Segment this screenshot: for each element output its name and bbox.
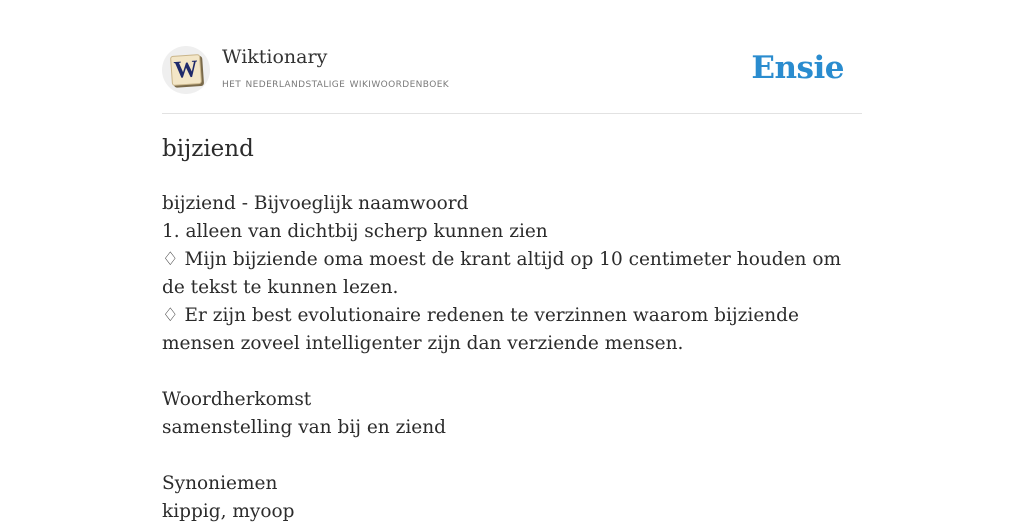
entry-line-synonyms: kippig, myoop bbox=[162, 501, 295, 522]
ensie-brand-link[interactable]: Ensie bbox=[751, 50, 844, 86]
entry-line-blank-2 bbox=[162, 442, 862, 470]
entry-line-blank-1 bbox=[162, 358, 862, 386]
entry-line-origin-heading: Woordherkomst bbox=[162, 389, 312, 410]
entry-line-example-2: ♢ Er zijn best evolutionaire redenen te verzinnen waarom bijziende mensen zoveel intelligenter zijn dan verziende mensen. bbox=[162, 305, 799, 354]
wiktionary-logo[interactable] bbox=[162, 46, 210, 94]
header-divider bbox=[162, 113, 862, 114]
entry-line-heading: bijziend - Bijvoeglijk naamwoord bbox=[162, 193, 469, 214]
entry-line-definition: 1. alleen van dichtbij scherp kunnen zien bbox=[162, 221, 548, 242]
site-name[interactable]: Wiktionary bbox=[222, 46, 328, 68]
page-title: bijziend bbox=[162, 136, 254, 162]
entry-line-synonyms-heading: Synoniemen bbox=[162, 473, 278, 494]
wiktionary-logo-icon: W bbox=[170, 54, 202, 86]
entry-content bbox=[162, 190, 862, 526]
site-tagline: het nederlandstalige wikiwoordenboek bbox=[222, 75, 450, 90]
entry-line-example-1: ♢ Mijn bijziende oma moest de krant altijd op 10 centimeter houden om de tekst te kunnen lezen. bbox=[162, 249, 842, 298]
site-header bbox=[162, 46, 862, 96]
entry-line-origin: samenstelling van bij en ziend bbox=[162, 417, 446, 438]
